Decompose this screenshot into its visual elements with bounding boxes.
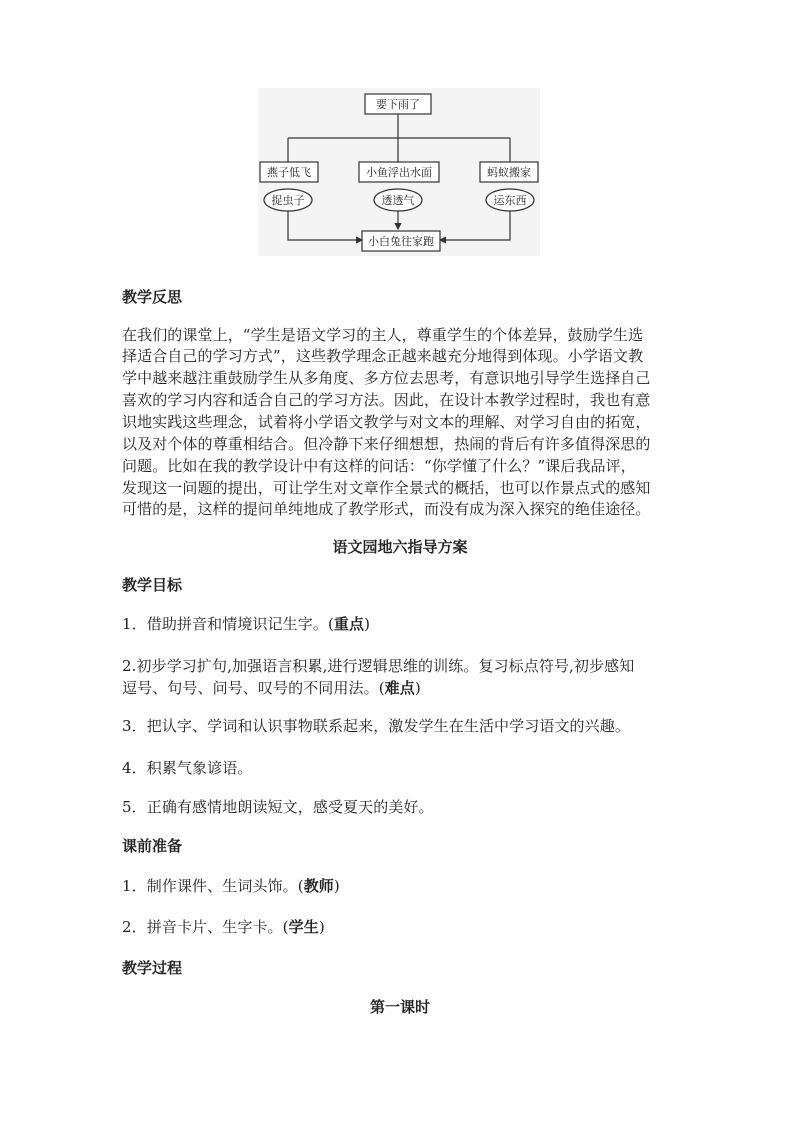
reflection-line: 择适合自己的学习方式”，这些教学理念正越来越充分地得到体现。小学语文教 [122,347,644,365]
goal-close: ) [364,615,371,633]
prep-text: 1．制作课件、生词头饰。( [122,877,304,895]
goal-item: 5．正确有感情地朗读短文，感受夏天的美好。 [122,798,434,816]
goal-item-line: 2.初步学习扩句,加强语言积累,进行逻辑思维的训练。复习标点符号,初步感知 [122,657,635,675]
prep-close: ) [333,877,340,895]
goal-close: ) [414,679,421,697]
prep-text: 2．拼音卡片、生字卡。( [122,918,289,936]
reflection-line: 发现这一问题的提出，可让学生对文章作全景式的概括，也可以作景点式的感知 [122,479,651,497]
reflection-line: 问题。比如在我的教学设计中有这样的问话：“你学懂了什么？”课后我品评， [122,457,636,475]
goal-text: 1．借助拼音和情境识记生字。( [122,615,334,633]
diagram-branch-label: 蚂蚁搬家 [487,166,531,179]
reflection-line: 在我们的课堂上，“学生是语文学习的主人，尊重学生的个体差异，鼓励学生选 [122,326,644,344]
diagram-oval-label: 透透气 [381,194,415,207]
lesson-title: 第一课时 [369,998,430,1016]
reflection-heading: 教学反思 [122,288,183,306]
diagram-branch-label: 燕子低飞 [267,166,311,179]
process-heading: 教学过程 [122,959,183,977]
goal-emphasis: 重点 [333,615,365,633]
diagram-oval-label: 运东西 [493,194,527,207]
diagram-arrow [288,211,362,240]
prep-item [122,917,325,937]
goal-item [122,614,370,634]
goal-item: 3．把认字、学词和认识事物联系起来，激发学生在生活中学习语文的兴趣。 [122,717,630,735]
prep-item [122,876,340,896]
plan-title: 语文园地六指导方案 [332,538,468,556]
diagram-arrow [440,211,510,240]
prep-heading: 课前准备 [122,837,183,855]
reflection-line: 识地实践这些理念，试着将小学语文教学与对文本的理解、对学习自由的拓宽， [122,413,651,431]
goals-heading: 教学目标 [122,576,183,594]
diagram-branch-label: 小鱼浮出水面 [366,166,432,179]
reflection-line: 可惜的是，这样的提问单纯地成了教学形式，而没有成为深入探究的绝佳途径。 [122,500,651,518]
reflection-line: 以及对个体的尊重相结合。但冷静下来仔细想想，热闹的背后有许多值得深思的 [122,435,651,453]
reflection-line: 喜欢的学习内容和适合自己的学习方法。因此，在设计本教学过程时，我也有意 [122,391,651,409]
goal-text: 逗号、句号、问号、叹号的不同用法。( [122,679,385,697]
reflection-line: 学中越来越注重鼓励学生从多角度、多方位去思考，有意识地引导学生选择自己 [122,369,651,387]
flow-diagram [258,88,540,256]
diagram-top-label: 要下雨了 [376,98,420,111]
diagram-oval-label: 捉虫子 [271,194,305,207]
goal-emphasis: 难点 [384,679,415,697]
goal-item: 4．积累气象谚语。 [122,759,253,777]
prep-emphasis: 学生 [288,918,319,936]
prep-close: ) [318,918,325,936]
prep-emphasis: 教师 [303,877,334,895]
diagram-bottom-label: 小白兔往家跑 [368,235,434,248]
goal-item-line [122,678,421,698]
